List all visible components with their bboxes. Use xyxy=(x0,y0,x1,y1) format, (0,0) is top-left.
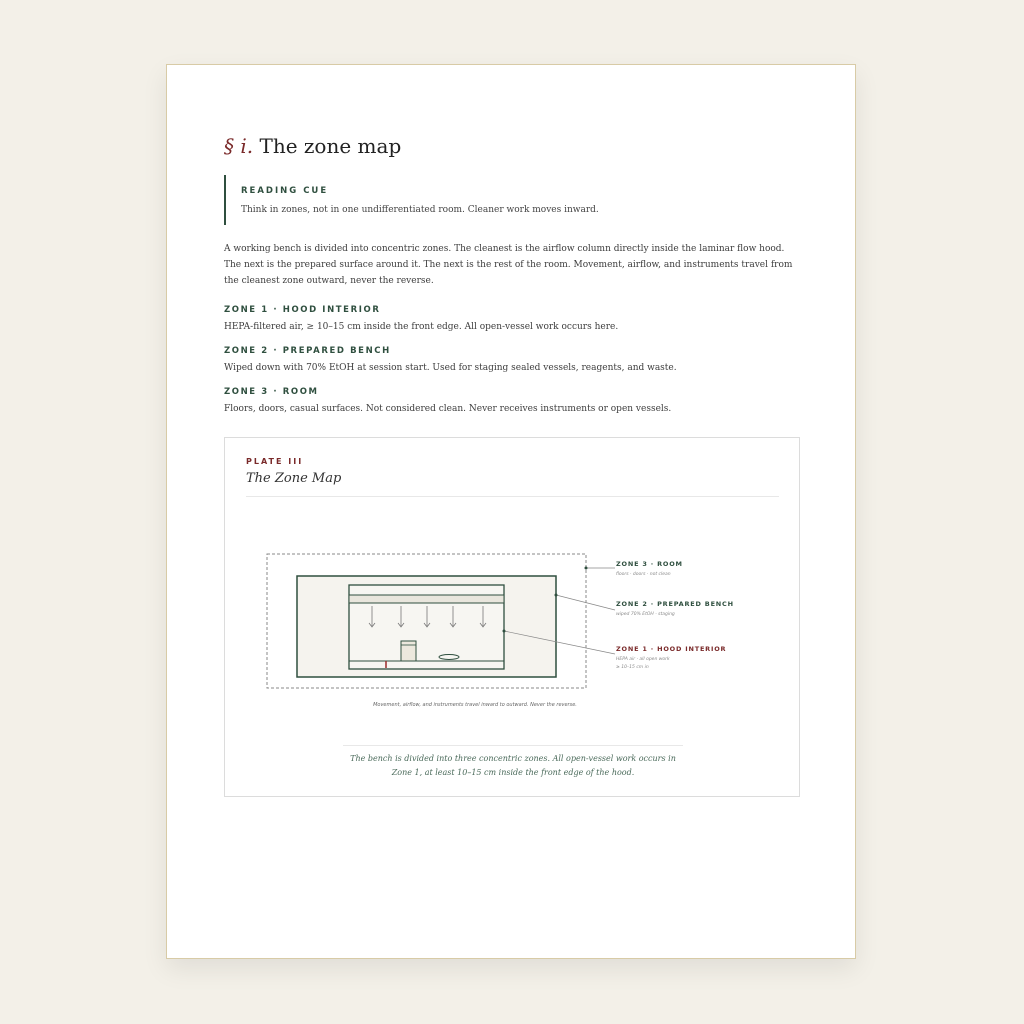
zone-2-entry xyxy=(224,345,804,375)
zone-3-leader-dot xyxy=(585,567,588,570)
zone-1-leader-dot xyxy=(503,630,506,633)
section-title: The zone map xyxy=(259,134,402,158)
reading-cue xyxy=(224,175,764,225)
intro-paragraph: A working bench is divided into concentric zones. The cleanest is the airflow column directly inside the laminar flow hood. The next is the prepared surface around it. The next is the rest of the room. Movement, airflow, and instruments travel from the cleanest zone outward, never the reverse. xyxy=(224,244,793,286)
section-heading xyxy=(224,131,401,161)
zone-1-diagram-note-2: ≥ 10–15 cm in xyxy=(616,665,649,670)
zone-3-diagram-note: floors · doors · not clean xyxy=(616,572,671,577)
zone-1-diagram-note: HEPA air · all open work xyxy=(616,657,670,662)
zone-1-diagram-label: ZONE 1 · HOOD INTERIOR xyxy=(616,645,727,653)
zone-3-entry xyxy=(224,386,804,416)
plate-figure xyxy=(224,437,800,797)
zone-3-diagram-label: ZONE 3 · ROOM xyxy=(616,560,683,568)
zone-2-label: ZONE 2 · PREPARED BENCH xyxy=(224,346,391,356)
zone-2-leader-dot xyxy=(555,594,558,597)
hepa-filter-bar xyxy=(349,595,504,603)
zone-3-text: Floors, doors, casual surfaces. Not considered clean. Never receives instruments or open vessels. xyxy=(224,404,672,414)
zone-map-diagram xyxy=(225,438,801,798)
plate-label: PLATE III xyxy=(246,457,304,466)
movement-note: Movement, airflow, and instruments travel inward to outward. Never the reverse. xyxy=(373,702,577,708)
reading-cue-text: Think in zones, not in one undifferentiated room. Cleaner work moves inward. xyxy=(241,205,599,215)
zone-1-label: ZONE 1 · HOOD INTERIOR xyxy=(224,305,381,315)
section-mark: § i. xyxy=(224,134,254,158)
caption-divider xyxy=(343,745,683,746)
zone-2-diagram-note: wiped 70% EtOH · staging xyxy=(616,612,675,617)
bottle-icon xyxy=(401,641,416,661)
zone-2-text: Wiped down with 70% EtOH at session start. Used for staging sealed vessels, reagents, and waste. xyxy=(224,363,677,373)
zone-2-diagram-label: ZONE 2 · PREPARED BENCH xyxy=(616,600,734,608)
document-page xyxy=(166,64,856,959)
zone-3-label: ZONE 3 · ROOM xyxy=(224,387,319,397)
plate-caption: The bench is divided into three concentric zones. All open-vessel work occurs in Zone 1, at least 10–15 cm inside the front edge of the hood. xyxy=(350,754,676,777)
plate-title: The Zone Map xyxy=(246,471,342,486)
zone-1-entry xyxy=(224,304,804,334)
reading-cue-label: READING CUE xyxy=(241,186,329,196)
zone-1-text: HEPA-filtered air, ≥ 10–15 cm inside the front edge. All open-vessel work occurs here. xyxy=(224,322,619,332)
